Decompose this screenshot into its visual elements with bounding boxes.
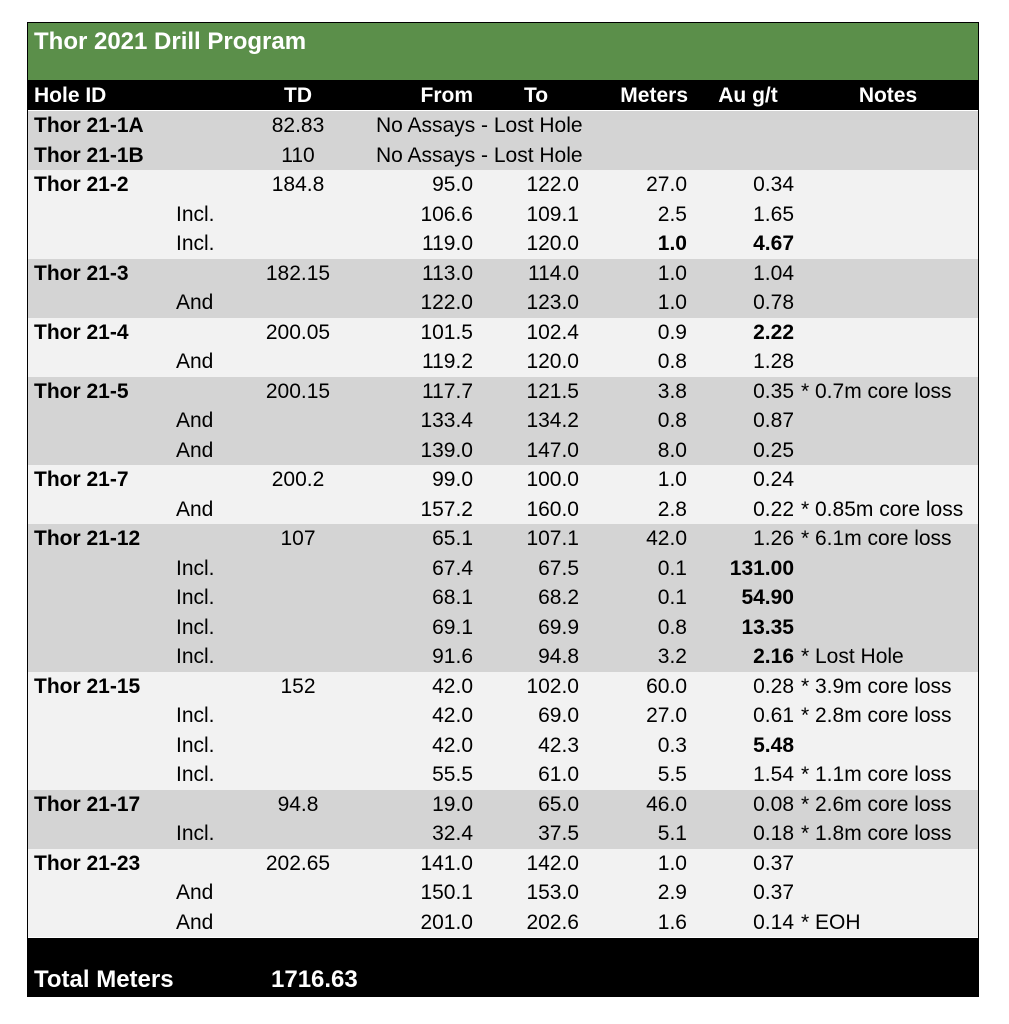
notes-cell: * 1.8m core loss [801,822,952,845]
table-row [28,908,978,938]
notes-cell: * 0.85m core loss [801,497,964,521]
notes-cell: * 2.8m core loss [801,704,952,727]
hole-id-cell: Thor 21-4 [34,320,129,344]
notes-cell: * Lost Hole [801,645,904,668]
au-cell: 0.25 [753,438,794,462]
table-row [28,554,978,584]
meters-cell: 2.8 [657,497,687,521]
to-cell: 109.1 [526,202,579,226]
notes-cell: * 3.9m core loss [801,674,952,698]
to-cell: 122.0 [526,173,579,196]
td-cell: 182.15 [265,261,331,285]
table-row [28,406,978,436]
from-cell: 106.6 [420,202,473,226]
from-cell: 150.1 [420,881,473,904]
au-cell: 1.04 [753,261,794,285]
to-cell: 120.0 [526,232,579,255]
remark-cell: No Assays - Lost Hole [376,143,583,167]
td-cell: 184.8 [271,173,325,196]
meters-cell: 27.0 [646,173,687,196]
hole-id-cell: Thor 21-12 [34,527,141,550]
table-row [28,377,978,407]
meters-cell: 1.0 [657,851,687,875]
interval-type-cell: Incl. [176,763,215,786]
from-cell: 32.4 [432,822,473,845]
interval-type-cell: And [176,409,214,432]
au-cell: 0.35 [753,379,794,403]
meters-cell: 1.6 [657,910,687,934]
meters-cell: 0.8 [657,615,687,639]
td-cell: 82.83 [271,114,325,137]
header-to: To [523,84,549,107]
au-cell: 1.28 [753,350,794,373]
from-cell: 141.0 [420,851,473,875]
from-cell: 65.1 [432,527,473,550]
td-cell: 107 [280,527,316,550]
total-meters-value: 1716.63 [271,966,358,993]
from-cell: 119.0 [422,232,473,255]
meters-cell: 1.0 [657,291,687,314]
interval-type-cell: Incl. [176,232,215,255]
to-cell: 134.2 [526,409,579,432]
td-cell: 200.2 [271,468,325,491]
meters-cell: 8.0 [657,438,687,462]
table-row [28,347,978,377]
to-cell: 61.0 [538,763,579,786]
header-from: From [420,84,473,107]
to-cell: 123.0 [526,291,579,314]
interval-type-cell: And [176,881,214,904]
meters-cell: 1.0 [657,232,687,255]
to-cell: 160.0 [526,497,579,521]
au-cell: 2.16 [753,645,794,668]
table-row [28,259,978,289]
meters-cell: 1.0 [657,261,687,285]
to-cell: 142.0 [526,851,579,875]
interval-type-cell: Incl. [176,704,215,727]
meters-cell: 0.1 [657,586,687,609]
au-cell: 1.65 [753,202,794,226]
table-row [28,200,978,230]
from-cell: 42.0 [432,704,473,727]
hole-id-cell: Thor 21-3 [34,261,129,285]
footer-row [28,938,978,996]
au-cell: 0.34 [753,173,794,196]
table-row [28,288,978,318]
table-row [28,849,978,879]
drill-program-table [27,22,979,997]
to-cell: 100.0 [526,468,579,491]
meters-cell: 0.8 [657,350,687,373]
au-cell: 0.78 [753,291,794,314]
hole-id-cell: Thor 21-7 [34,468,129,491]
header-row [28,81,978,110]
table-row [28,229,978,259]
header-meters: Meters [620,84,688,107]
table-row [28,760,978,790]
from-cell: 42.0 [432,733,473,757]
au-cell: 0.22 [753,497,794,521]
meters-cell: 3.2 [657,645,687,668]
to-cell: 42.3 [538,733,579,757]
hole-id-cell: Thor 21-1B [34,143,144,167]
from-cell: 133.4 [420,409,473,432]
from-cell: 122.0 [420,291,473,314]
title-bar [28,23,978,81]
au-cell: 0.18 [753,822,794,845]
interval-type-cell: And [176,350,214,373]
interval-type-cell: Incl. [176,645,215,668]
meters-cell: 0.9 [657,320,687,344]
to-cell: 69.0 [538,704,579,727]
td-cell: 202.65 [265,851,331,875]
table-title: Thor 2021 Drill Program [34,28,307,55]
meters-cell: 5.1 [657,822,687,845]
au-cell: 2.22 [753,320,794,344]
meters-cell: 2.5 [657,202,687,226]
table-row [28,701,978,731]
from-cell: 91.6 [432,645,473,668]
to-cell: 114.0 [528,261,579,285]
remark-cell: No Assays - Lost Hole [376,114,583,137]
au-cell: 131.00 [729,556,794,580]
interval-type-cell: Incl. [176,202,215,226]
td-cell: 110 [281,143,315,167]
from-cell: 69.1 [432,615,473,639]
table-row [28,731,978,761]
from-cell: 42.0 [432,674,473,698]
table-row [28,495,978,525]
table-row [28,170,978,200]
table-row [28,465,978,495]
au-cell: 0.37 [753,851,794,875]
table-row [28,613,978,643]
au-cell: 0.37 [753,881,794,904]
au-cell: 0.87 [753,409,794,432]
meters-cell: 0.8 [657,409,687,432]
to-cell: 107.1 [526,527,579,550]
to-cell: 69.9 [538,615,579,639]
to-cell: 202.6 [526,910,579,934]
interval-type-cell: Incl. [176,556,215,580]
td-cell: 200.05 [265,320,331,344]
meters-cell: 42.0 [646,527,687,550]
to-cell: 37.5 [538,822,579,845]
to-cell: 153.0 [526,881,579,904]
interval-type-cell: And [176,291,214,314]
table-row [28,672,978,702]
from-cell: 55.5 [432,763,473,786]
interval-type-cell: Incl. [176,586,215,609]
au-cell: 0.28 [753,674,794,698]
au-cell: 4.67 [753,232,794,255]
au-cell: 5.48 [753,733,794,757]
notes-cell: * 6.1m core loss [801,527,952,550]
meters-cell: 0.1 [657,556,687,580]
notes-cell: * 0.7m core loss [801,379,952,403]
table-row [28,318,978,348]
table-row [28,583,978,613]
to-cell: 120.0 [526,350,579,373]
table-row [28,524,978,554]
meters-cell: 3.8 [657,379,687,403]
meters-cell: 0.3 [657,733,687,757]
from-cell: 201.0 [420,910,473,934]
au-cell: 13.35 [741,615,794,639]
au-cell: 0.24 [753,468,794,491]
from-cell: 119.2 [422,350,473,373]
from-cell: 19.0 [432,792,473,816]
to-cell: 94.8 [538,645,579,668]
header-td: TD [284,84,312,107]
to-cell: 65.0 [538,792,579,816]
notes-cell: * 1.1m core loss [801,763,952,786]
table-row [28,141,978,171]
meters-cell: 27.0 [646,704,687,727]
table-row [28,790,978,820]
meters-cell: 60.0 [646,674,687,698]
hole-id-cell: Thor 21-23 [34,851,141,875]
interval-type-cell: Incl. [176,822,215,845]
to-cell: 102.4 [526,320,579,344]
meters-cell: 5.5 [657,763,687,786]
notes-cell: * 2.6m core loss [801,792,952,816]
to-cell: 68.2 [538,586,579,609]
td-cell: 200.15 [265,379,331,403]
meters-cell: 46.0 [646,792,687,816]
header-hole-id: Hole ID [34,84,107,107]
au-cell: 1.54 [753,763,794,786]
header-notes: Notes [858,84,918,107]
table-row [28,111,978,141]
interval-type-cell: Incl. [176,615,215,639]
au-cell: 54.90 [741,586,794,609]
au-cell: 0.08 [753,792,794,816]
to-cell: 67.5 [538,556,579,580]
meters-cell: 1.0 [657,468,687,491]
au-cell: 0.14 [753,910,794,934]
from-cell: 95.0 [432,173,473,196]
to-cell: 121.5 [526,379,579,403]
td-cell: 94.8 [277,792,319,816]
au-cell: 1.26 [753,527,794,550]
from-cell: 99.0 [432,468,473,491]
interval-type-cell: Incl. [176,733,215,757]
hole-id-cell: Thor 21-17 [34,792,141,816]
hole-id-cell: Thor 21-1A [34,114,144,137]
interval-type-cell: And [176,497,214,521]
from-cell: 157.2 [420,497,473,521]
hole-id-cell: Thor 21-2 [34,173,129,196]
notes-cell: * EOH [801,910,861,934]
hole-id-cell: Thor 21-15 [34,674,141,698]
to-cell: 102.0 [526,674,579,698]
table-row [28,878,978,908]
total-meters-label: Total Meters [34,966,174,993]
from-cell: 139.0 [420,438,473,462]
table-row [28,819,978,849]
from-cell: 117.7 [422,379,473,403]
header-au: Au g/t [718,84,778,107]
hole-id-cell: Thor 21-5 [34,379,129,403]
interval-type-cell: And [176,438,214,462]
table-row [28,436,978,466]
au-cell: 0.61 [753,704,794,727]
from-cell: 101.5 [420,320,473,344]
td-cell: 152 [280,674,316,698]
interval-type-cell: And [176,910,214,934]
to-cell: 147.0 [526,438,579,462]
meters-cell: 2.9 [657,881,687,904]
table-row [28,642,978,672]
from-cell: 113.0 [422,261,473,285]
from-cell: 67.4 [432,556,473,580]
from-cell: 68.1 [432,586,473,609]
